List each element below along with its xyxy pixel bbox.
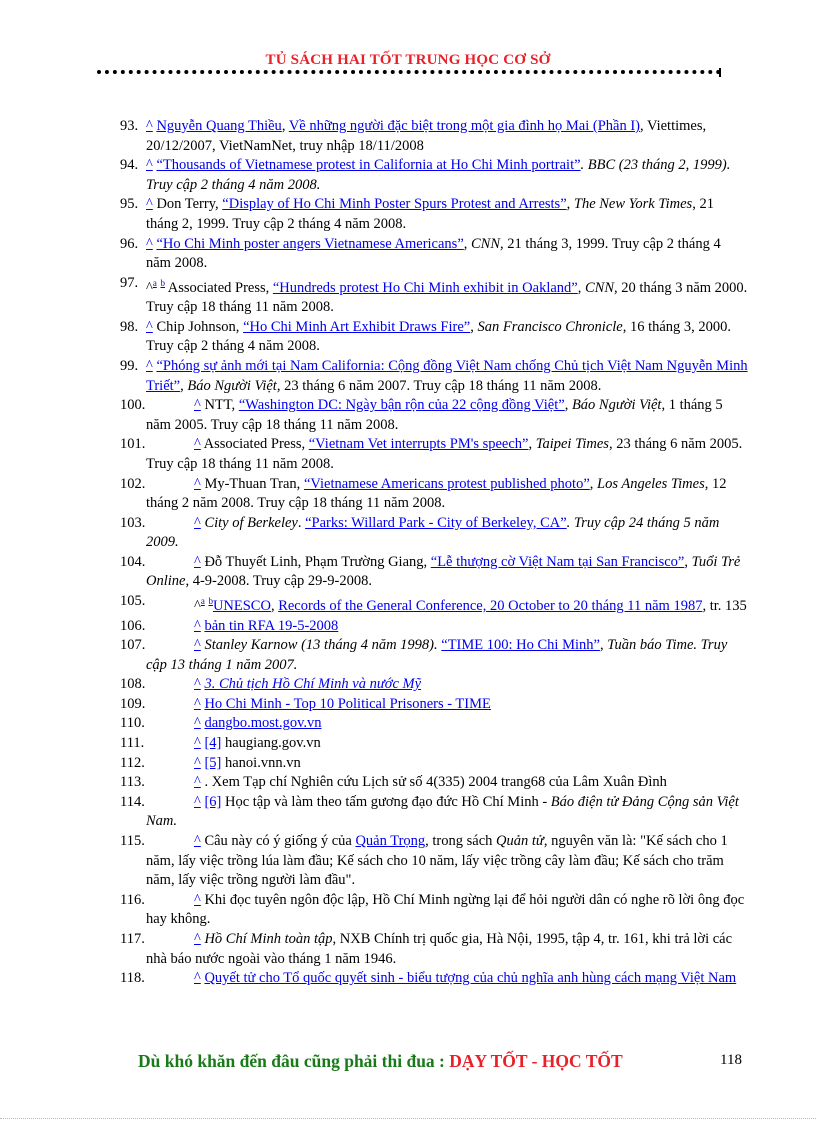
header-dotted-rule <box>97 70 721 74</box>
ref-number: 100. <box>120 397 146 414</box>
reference-117 <box>120 930 748 969</box>
reference-100 <box>120 396 748 435</box>
ref-number: 105. <box>120 593 146 610</box>
ref-text: Associated Press, <box>164 279 273 296</box>
person-link[interactable]: Quản Trọng <box>355 833 426 850</box>
article-link[interactable]: “Ho Chi Minh Art Exhibit Draws Fire” <box>243 318 471 335</box>
article-link[interactable]: Về những người đặc biệt trong một gia đình họ Mai (Phần I) <box>288 118 640 134</box>
caret-link[interactable]: ^ <box>194 637 201 654</box>
footer-slogan-green: Dù khó khăn đến đâu cũng phải thi đua : <box>138 1051 450 1071</box>
ref-text: NTT, <box>200 397 239 414</box>
ref-source: Los Angeles Times <box>597 475 705 492</box>
reference-108 <box>120 675 748 695</box>
citation-link[interactable]: [5] <box>204 754 222 771</box>
ref-number: 109. <box>120 695 146 712</box>
ref-number: 95. <box>120 196 139 213</box>
article-link[interactable]: “Display of Ho Chi Minh Poster Spurs Protest and Arrests” <box>222 196 567 213</box>
article-link[interactable]: “Vietnamese Americans protest published photo” <box>303 475 590 492</box>
reference-99 <box>120 357 748 396</box>
ref-text: , 4-9-2008. Truy cập 29-9-2008. <box>185 573 372 590</box>
bottom-dotted-rule <box>0 1118 816 1119</box>
reference-111 <box>120 734 748 754</box>
ref-number: 113. <box>120 774 145 791</box>
ref-text: Đỗ Thuyết Linh, Phạm Trường Giang, <box>200 553 431 570</box>
citation-link[interactable]: [6] <box>204 793 222 810</box>
ref-text: , <box>599 637 608 654</box>
reference-112 <box>120 754 748 774</box>
ref-source: CNN <box>584 279 614 296</box>
ref-text: , 21 tháng 2, 1999. Truy cập 2 tháng 4 năm 2008. <box>146 196 714 232</box>
caret: ^ <box>194 597 201 614</box>
ref-text: , 21 tháng 3, 1999. Truy cập 2 tháng 4 năm 2008. <box>146 235 721 272</box>
ref-number: 101. <box>120 436 146 453</box>
ref-text: , <box>463 235 471 252</box>
caret-link[interactable]: ^ <box>146 157 153 174</box>
backref-b-link[interactable]: b <box>208 596 213 607</box>
ref-number: 111. <box>120 735 145 752</box>
ref-text: . BBC (23 tháng 2, 1999). Truy cập 2 tháng 4 năm 2008. <box>146 157 731 193</box>
caret-link[interactable]: ^ <box>194 833 201 850</box>
ref-text: , trong sách <box>425 833 497 850</box>
ref-number: 94. <box>120 157 139 174</box>
ref-number: 114. <box>120 793 145 810</box>
article-link[interactable]: “Phóng sự ảnh mới tại Nam California: Cộng đồng Việt Nam chống Chủ tịch Việt Nam Nguyễn Minh Triết” <box>146 357 748 394</box>
ref-number: 104. <box>120 553 146 570</box>
reference-104 <box>120 553 748 592</box>
article-link[interactable]: “Vietnam Vet interrupts PM's speech” <box>308 436 529 453</box>
article-link[interactable]: dangbo.most.gov.vn <box>204 715 322 732</box>
ref-text: . <box>297 514 306 531</box>
footer-slogan <box>138 1051 623 1072</box>
ref-text: , <box>270 597 279 614</box>
ref-number: 98. <box>120 318 139 335</box>
reference-101 <box>120 435 748 474</box>
ref-text: Câu này có ý giống ý của <box>200 833 356 850</box>
backref-a-link[interactable]: a <box>200 596 205 607</box>
ref-number: 106. <box>120 617 146 634</box>
ref-source: Tuổi Trẻ Online <box>146 553 741 590</box>
ref-number: 116. <box>120 891 145 908</box>
ref-text: Học tập và làm theo tấm gương đạo đức Hồ Chí Minh - <box>221 793 551 810</box>
caret-link[interactable]: ^ <box>146 318 153 335</box>
ref-text: , <box>684 553 692 570</box>
caret-link[interactable]: ^ <box>194 617 201 634</box>
caret-link[interactable]: ^ <box>194 514 201 531</box>
ref-source: Quản tử <box>496 833 544 850</box>
ref-text: Associated Press, <box>200 436 309 453</box>
reference-96 <box>120 235 748 274</box>
reference-97 <box>120 274 748 318</box>
ref-source: Báo điện tử Đảng Cộng sản Việt Nam. <box>146 793 739 830</box>
ref-text: , 23 tháng 6 năm 2005. Truy cập 18 tháng 11 năm 2008. <box>146 436 743 472</box>
ref-text: , tr. 135 <box>702 597 747 614</box>
article-link[interactable]: “Hundreds protest Ho Chi Minh exhibit in Oakland” <box>272 279 578 296</box>
ref-number: 115. <box>120 833 145 850</box>
caret-link[interactable]: ^ <box>194 735 201 752</box>
ref-source: Báo Người Việt <box>571 397 662 414</box>
reference-list <box>120 117 748 989</box>
backref-b-link[interactable]: b <box>160 277 165 288</box>
ref-number: 93. <box>120 118 139 134</box>
caret-link[interactable]: ^ <box>194 754 201 771</box>
reference-116 <box>120 891 748 930</box>
ref-number: 108. <box>120 676 146 693</box>
caret-link[interactable]: ^ <box>146 118 153 134</box>
caret-link[interactable]: ^ <box>194 553 201 570</box>
ref-text: , <box>180 377 188 394</box>
caret-link[interactable]: ^ <box>146 196 153 213</box>
caret-link[interactable]: ^ <box>146 357 153 374</box>
ref-text: Stanley Karnow (13 tháng 4 năm 1998). <box>200 637 442 654</box>
ref-text: , 23 tháng 6 năm 2007. Truy cập 18 tháng 11 năm 2008. <box>276 377 602 394</box>
ref-number: 107. <box>120 637 146 654</box>
caret-link[interactable]: ^ <box>194 397 201 414</box>
article-link[interactable]: “Lễ thượng cờ Việt Nam tại San Francisco” <box>430 553 685 570</box>
caret-link[interactable]: ^ <box>194 891 201 908</box>
ref-text: . Xem Tạp chí Nghiên cứu Lịch sử số 4(335) 2004 trang68 của Lâm Xuân Đình <box>200 774 667 791</box>
reference-113 <box>120 773 748 793</box>
reference-94 <box>120 156 748 195</box>
reference-109 <box>120 695 748 715</box>
article-link[interactable]: Ho Chi Minh - Top 10 Political Prisoners - TIME <box>204 695 491 712</box>
caret-link[interactable]: ^ <box>194 793 201 810</box>
ref-number: 102. <box>120 475 146 492</box>
article-link[interactable]: “Ho Chi Minh poster angers Vietnamese Americans” <box>156 235 464 252</box>
caret-link[interactable]: ^ <box>194 475 201 492</box>
article-link[interactable]: 3. Chủ tịch Hồ Chí Minh và nước Mỹ <box>204 676 422 693</box>
ref-source: Hồ Chí Minh toàn tập <box>200 931 333 947</box>
ref-number: 118. <box>120 970 145 987</box>
ref-source: City of Berkeley <box>200 514 298 531</box>
ref-text: haugiang.gov.vn <box>221 735 321 752</box>
reference-106 <box>120 617 748 637</box>
author-link[interactable]: Nguyễn Quang Thiều <box>156 118 282 134</box>
ref-text: , <box>566 196 574 213</box>
ref-number: 103. <box>120 514 146 531</box>
ref-text: hanoi.vnn.vn <box>221 754 301 771</box>
reference-107 <box>120 636 748 675</box>
caret-link[interactable]: ^ <box>194 931 201 947</box>
ref-source: Tuần báo Time. Truy cập 13 tháng 1 năm 2007. <box>146 637 728 673</box>
caret-link[interactable]: ^ <box>194 436 201 453</box>
article-link[interactable]: “TIME 100: Ho Chi Minh” <box>441 637 600 654</box>
ref-number: 99. <box>120 357 139 374</box>
ref-number: 117. <box>120 931 145 947</box>
ref-text: , <box>589 475 598 492</box>
article-link[interactable]: Quyết tử cho Tổ quốc quyết sinh - biểu tượng của chủ nghĩa anh hùng cách mạng Việt Nam <box>204 970 737 987</box>
ref-text: , <box>281 118 289 134</box>
header-rule-end-mark <box>719 68 721 77</box>
reference-114 <box>120 793 748 832</box>
ref-text: Don Terry, <box>152 196 223 213</box>
ref-text: , <box>577 279 585 296</box>
reference-103 <box>120 514 748 553</box>
ref-text: , 1 tháng 5 năm 2005. Truy cập 18 tháng 11 năm 2008. <box>146 397 723 433</box>
caret-link[interactable]: ^ <box>194 715 201 732</box>
ref-text: , Viettimes, 20/12/2007, VietNamNet, truy nhập 18/11/2008 <box>146 118 707 154</box>
reference-110 <box>120 714 748 734</box>
article-link[interactable]: “Washington DC: Ngày bận rộn của 22 cộng đồng Việt” <box>238 397 565 414</box>
article-link[interactable]: bản tin RFA 19-5-2008 <box>204 617 339 634</box>
ref-text: My-Thuan Tran, <box>200 475 304 492</box>
reference-98 <box>120 318 748 357</box>
page-number: 118 <box>720 1052 742 1068</box>
ref-text: Chip Johnson, <box>152 318 244 335</box>
caret-link[interactable]: ^ <box>194 774 201 791</box>
footer-slogan-red: DẠY TỐT - HỌC TỐT <box>449 1051 623 1071</box>
ref-source: CNN <box>471 235 501 252</box>
ref-number: 110. <box>120 715 145 732</box>
ref-number: 112. <box>120 754 145 771</box>
article-link[interactable]: “Parks: Willard Park - City of Berkeley, CA” <box>305 514 567 531</box>
caret-link[interactable]: ^ <box>146 235 153 252</box>
reference-118 <box>120 969 748 989</box>
ref-source: Báo Người Việt <box>187 377 277 394</box>
ref-text: . Truy cập 24 tháng 5 năm 2009. <box>146 514 720 551</box>
reference-95 <box>120 195 748 234</box>
ref-text: , NXB Chính trị quốc gia, Hà Nội, 1995, tập 4, tr. 161, khi trả lời các nhà báo nước ngoài vào tháng 1 năm 1946. <box>146 931 733 967</box>
ref-text: , <box>564 397 572 414</box>
caret-link[interactable]: ^ <box>194 695 201 712</box>
reference-93 <box>120 117 748 156</box>
ref-number: 97. <box>120 274 139 291</box>
caret-link[interactable]: ^ <box>194 970 201 987</box>
ref-text: , 16 tháng 3, 2000. Truy cập 2 tháng 4 năm 2008. <box>146 318 732 355</box>
caret: ^ <box>146 279 153 296</box>
ref-text: Khi đọc tuyên ngôn độc lập, Hồ Chí Minh ngừng lại để hỏi người dân có nghe rõ lời ông đọc hay không. <box>146 891 745 928</box>
article-link[interactable]: Records of the General Conference, 20 October to 20 tháng 11 năm 1987 <box>278 597 703 614</box>
article-link[interactable]: “Thousands of Vietnamese protest in California at Ho Chi Minh portrait” <box>156 157 581 174</box>
ref-text: , <box>470 318 478 335</box>
ref-source: San Francisco Chronicle <box>477 318 623 335</box>
citation-link[interactable]: [4] <box>204 735 222 752</box>
reference-105 <box>120 592 748 616</box>
reference-115 <box>120 832 748 891</box>
ref-text: , nguyên văn là: "Kế sách cho 1 năm, lấy việc trồng lúa làm đầu; Kế sách cho 10 năm, lấy việc trồng cây làm đầu; Kế sách cho trăm năm, lấy việc trồng người làm đầu". <box>146 833 728 889</box>
caret-link[interactable]: ^ <box>194 676 201 693</box>
header-title: TỦ SÁCH HAI TỐT TRUNG HỌC CƠ SỞ <box>265 52 551 68</box>
reference-102 <box>120 475 748 514</box>
ref-number: 96. <box>120 235 139 252</box>
backref-a-link[interactable]: a <box>152 277 157 288</box>
ref-text: , 12 tháng 2 năm 2008. Truy cập 18 tháng 11 năm 2008. <box>146 475 727 512</box>
ref-text: , <box>528 436 536 453</box>
ref-text: , 20 tháng 3 năm 2000. Truy cập 18 tháng 11 năm 2008. <box>146 279 748 316</box>
ref-source: Taipei Times <box>535 436 609 453</box>
ref-source: The New York Times <box>573 196 693 213</box>
unesco-link[interactable]: UNESCO <box>212 597 271 614</box>
